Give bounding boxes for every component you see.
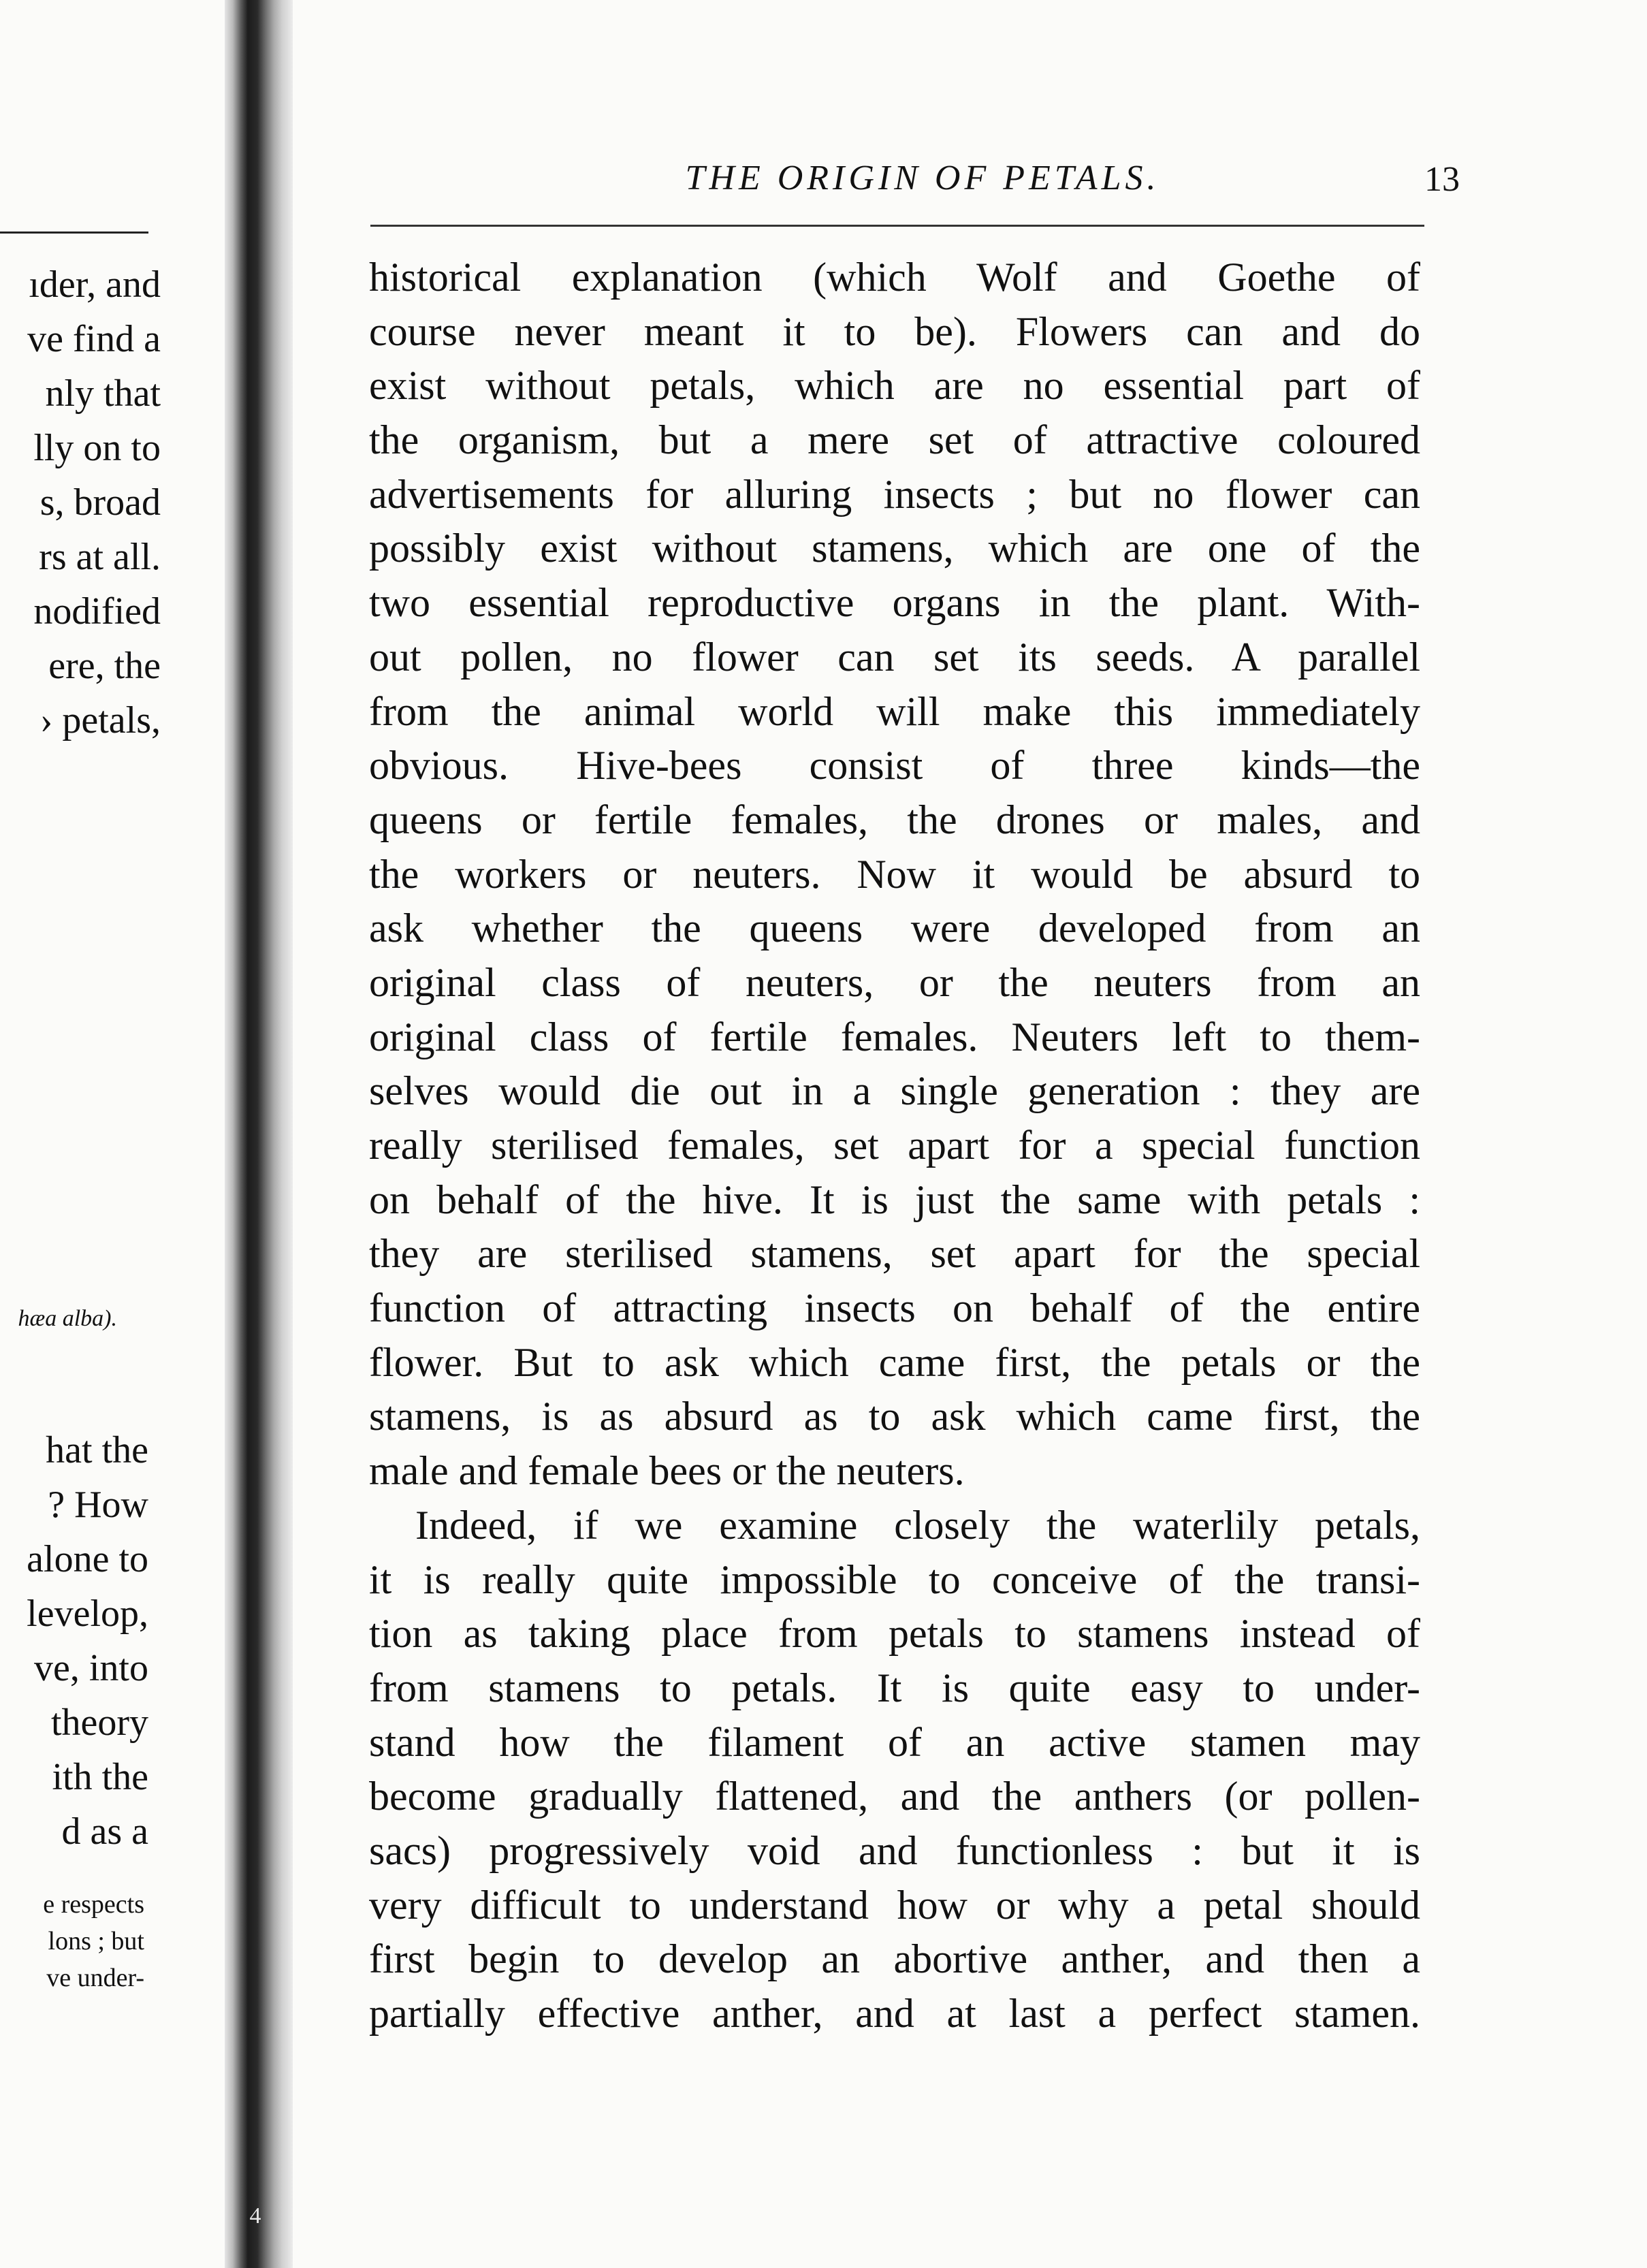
footnote-line: lons ; but — [48, 1927, 144, 1955]
left-line: nodified — [33, 590, 161, 633]
left-line: nly that — [45, 372, 161, 415]
paragraph-2-line: from stamens to petals. It is quite easy to under- — [369, 1665, 1420, 1710]
paragraph-2-line: tion as taking place from petals to stamens instead of — [369, 1611, 1420, 1657]
paragraph-2-line: it is really quite impossible to conceive of the transi- — [369, 1556, 1420, 1602]
left-page-text-top — [27, 257, 161, 748]
left-line: ve find a — [27, 318, 161, 360]
left-line: alone to — [27, 1538, 148, 1580]
header-rule — [370, 225, 1424, 227]
paragraph-1-line: function of attracting insects on behalf of the entire — [369, 1285, 1420, 1331]
paragraph-1-line: from the animal world will make this immediately — [369, 688, 1420, 734]
paragraph-1-line: ask whether the queens were developed from an — [369, 906, 1420, 951]
paragraph-1-line: male and female bees or the neuters. — [369, 1448, 965, 1494]
paragraph-1-line: original class of neuters, or the neuters from an — [369, 959, 1420, 1005]
book-gutter — [225, 0, 293, 2268]
paragraph-1-line: flower. But to ask which came first, the petals or the — [369, 1339, 1420, 1385]
left-figure-caption: hæa alba). — [18, 1306, 117, 1331]
paragraph-1-line: course never meant it to be). Flowers can and do — [369, 308, 1420, 354]
page-number: 13 — [1424, 160, 1460, 199]
left-line: ıder, and — [29, 263, 161, 306]
paragraph-1-line: historical explanation (which Wolf and Goethe of — [369, 255, 1420, 300]
paragraph-1-line: queens or fertile females, the drones or males, and — [369, 797, 1420, 842]
left-line: ere, the — [48, 645, 161, 687]
paragraph-2-line: very difficult to understand how or why a petal should — [369, 1882, 1420, 1928]
paragraph-1-line: on behalf of the hive. It is just the same with petals : — [369, 1177, 1420, 1222]
footnote-line: e respects — [43, 1890, 144, 1919]
paragraph-1-line: original class of fertile females. Neuters left to them- — [369, 1014, 1420, 1059]
left-page-footnote — [43, 1886, 144, 1996]
running-title: THE ORIGIN OF PETALS. — [685, 159, 1160, 197]
paragraph-1-line: exist without petals, which are no essential part of — [369, 363, 1420, 409]
paragraph-1-line: advertisements for alluring insects ; but no flower can — [369, 471, 1420, 517]
paragraph-2-line: become gradually flattened, and the anthers (or pollen- — [369, 1774, 1420, 1819]
paragraph-1-line: the workers or neuters. Now it would be absurd to — [369, 851, 1420, 897]
left-line: s, broad — [39, 481, 161, 524]
footnote-line: ve under- — [46, 1964, 144, 1992]
paragraph-1-line: out pollen, no flower can set its seeds. A parallel — [369, 634, 1420, 680]
left-line: levelop, — [27, 1593, 148, 1635]
paragraph-1-line: they are sterilised stamens, set apart for the special — [369, 1231, 1420, 1277]
paragraph-1-line: obvious. Hive-bees consist of three kinds—the — [369, 743, 1420, 788]
paragraph-1-line: really sterilised females, set apart for a special function — [369, 1123, 1420, 1168]
paragraph-1-line: the organism, but a mere set of attractive coloured — [369, 417, 1420, 463]
left-page-rule — [0, 231, 148, 234]
left-line: ? How — [48, 1484, 148, 1526]
paragraph-1-line: stamens, is as absurd as to ask which came first, the — [369, 1394, 1420, 1439]
left-page-fragment — [0, 0, 225, 2268]
paragraph-1-line: two essential reproductive organs in the plant. With- — [369, 580, 1420, 626]
left-page-text-bottom — [27, 1423, 148, 1859]
left-line: d as a — [61, 1810, 148, 1853]
left-line: ith the — [52, 1756, 148, 1798]
body-text — [369, 251, 1420, 2041]
left-line: ve, into — [34, 1647, 148, 1689]
paragraph-1-line: possibly exist without stamens, which are one of the — [369, 526, 1420, 571]
left-line: theory — [50, 1702, 148, 1744]
paragraph-1-line: selves would die out in a single generation : they are — [369, 1068, 1420, 1114]
left-line: hat the — [46, 1429, 148, 1471]
left-line: › petals, — [39, 699, 161, 741]
paragraph-2-line: first begin to develop an abortive anther, and then a — [369, 1936, 1420, 1982]
paragraph-2-line: sacs) progressively void and functionless : but it is — [369, 1827, 1420, 1873]
left-line: rs at all. — [39, 536, 161, 578]
running-head — [368, 151, 1460, 206]
left-line: lly on to — [33, 427, 161, 469]
paragraph-2-line: Indeed, if we examine closely the waterlily petals, — [415, 1502, 1420, 1548]
gutter-mark: 4 — [249, 2203, 261, 2229]
paragraph-2-line: stand how the filament of an active stamen may — [369, 1719, 1420, 1765]
paragraph-2-line: partially effective anther, and at last a perfect stamen. — [369, 1991, 1420, 2036]
